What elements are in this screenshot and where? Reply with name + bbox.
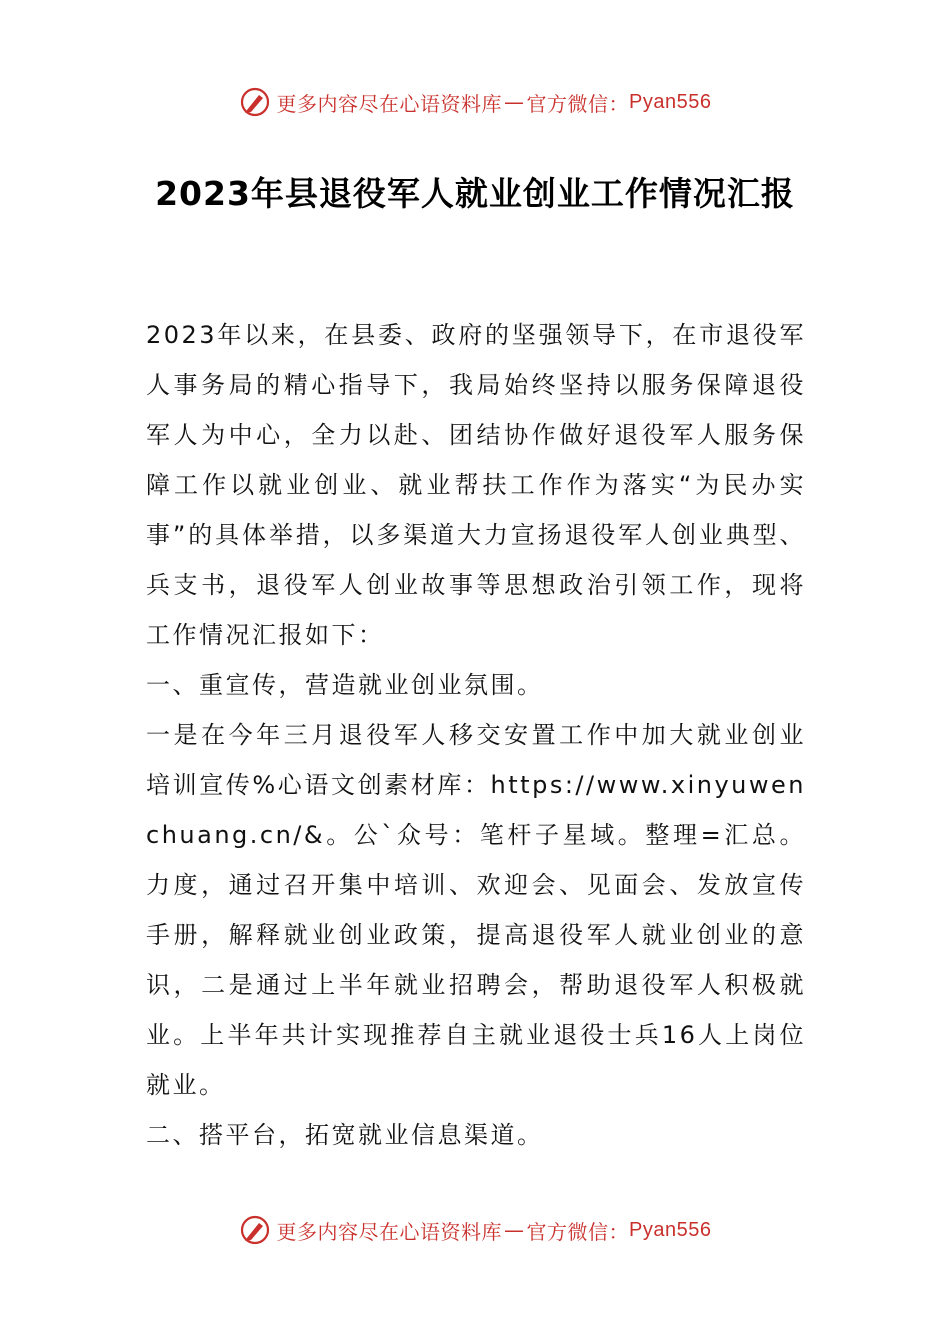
- section-heading-2: 二、搭平台，拓宽就业信息渠道。: [146, 1121, 544, 1149]
- banner-official: 官方微信：: [526, 91, 630, 116]
- pen-nib-logo-icon: [239, 86, 271, 118]
- banner-text: 更多内容尽在心语资料库: [276, 91, 503, 116]
- banner-handle: Pyan556: [629, 1218, 712, 1241]
- document-body: [146, 310, 806, 1160]
- pen-nib-logo-icon: [239, 1214, 271, 1246]
- banner-handle: Pyan556: [629, 90, 712, 113]
- document-title: 2023年县退役军人就业创业工作情况汇报: [155, 174, 795, 213]
- banner-dash: —: [504, 90, 525, 114]
- section-heading-1: 一、重宣传，营造就业创业氛围。: [146, 671, 544, 699]
- banner-official: 官方微信：: [526, 1219, 630, 1244]
- paragraph-intro: 2023年以来，在县委、政府的坚强领导下，在市退役军人事务局的精心指导下，我局始终坚持以服务保障退役军人为中心，全力以赴、团结协作做好退役军人服务保障工作以就业创业、就业帮扶工作作为落实“为民办实事”的具体举措，以多渠道大力宣扬退役军人创业典型、兵支书，退役军人创业故事等思想政治引领工作，现将工作情况汇报如下：: [146, 321, 806, 649]
- banner-dash: —: [504, 1218, 525, 1242]
- banner-text: 更多内容尽在心语资料库: [276, 1219, 503, 1244]
- footer-watermark-banner: [0, 1210, 950, 1250]
- header-watermark-banner: [0, 82, 950, 122]
- paragraph-section-1: 一是在今年三月退役军人移交安置工作中加大就业创业培训宣传%心语文创素材库：https://www.xinyuwenchuang.cn/&。公`众号：笔杆子星域。整理=汇总。力度，通过召开集中培训、欢迎会、见面会、发放宣传手册，解释就业创业政策，提高退役军人就业创业的意识，二是通过上半年就业招聘会，帮助退役军人积极就业。上半年共计实现推荐自主就业退役士兵16人上岗位就业。: [146, 721, 806, 1099]
